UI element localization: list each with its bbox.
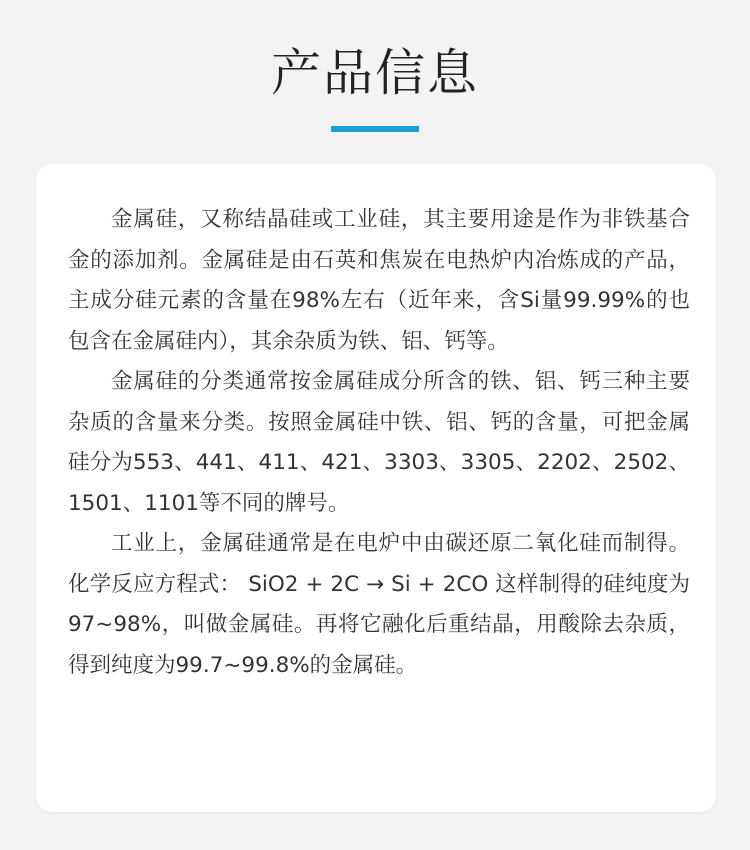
paragraph-classification: 金属硅的分类通常按金属硅成分所含的铁、铝、钙三种主要杂质的含量来分类。按照金属硅中铁、铝、钙的含量，可把金属硅分为553、441、411、421、3303、3305、2202、2502、1501、1101等不同的牌号。 [68, 369, 690, 516]
content-card [36, 164, 716, 812]
title-underline [331, 126, 419, 132]
paragraph-definition: 金属硅，又称结晶硅或工业硅，其主要用途是作为非铁基合金的添加剂。金属硅是由石英和焦炭在电热炉内冶炼成的产品，主成分硅元素的含量在98%左右（近年来，含Si量99.99%的也包含在金属硅内），其余杂质为铁、铝、钙等。 [68, 207, 690, 354]
page-title: 产品信息 [271, 44, 479, 102]
page-header [0, 0, 750, 160]
paragraph-production: 工业上，金属硅通常是在电炉中由碳还原二氧化硅而制得。 化学反应方程式： SiO2 + 2C → Si + 2CO 这样制得的硅纯度为97~98%，叫做金属硅。再将它融化后重结晶，用酸除去杂质，得到纯度为99.7~99.8%的金属硅。 [68, 531, 690, 678]
card-body [68, 200, 690, 686]
